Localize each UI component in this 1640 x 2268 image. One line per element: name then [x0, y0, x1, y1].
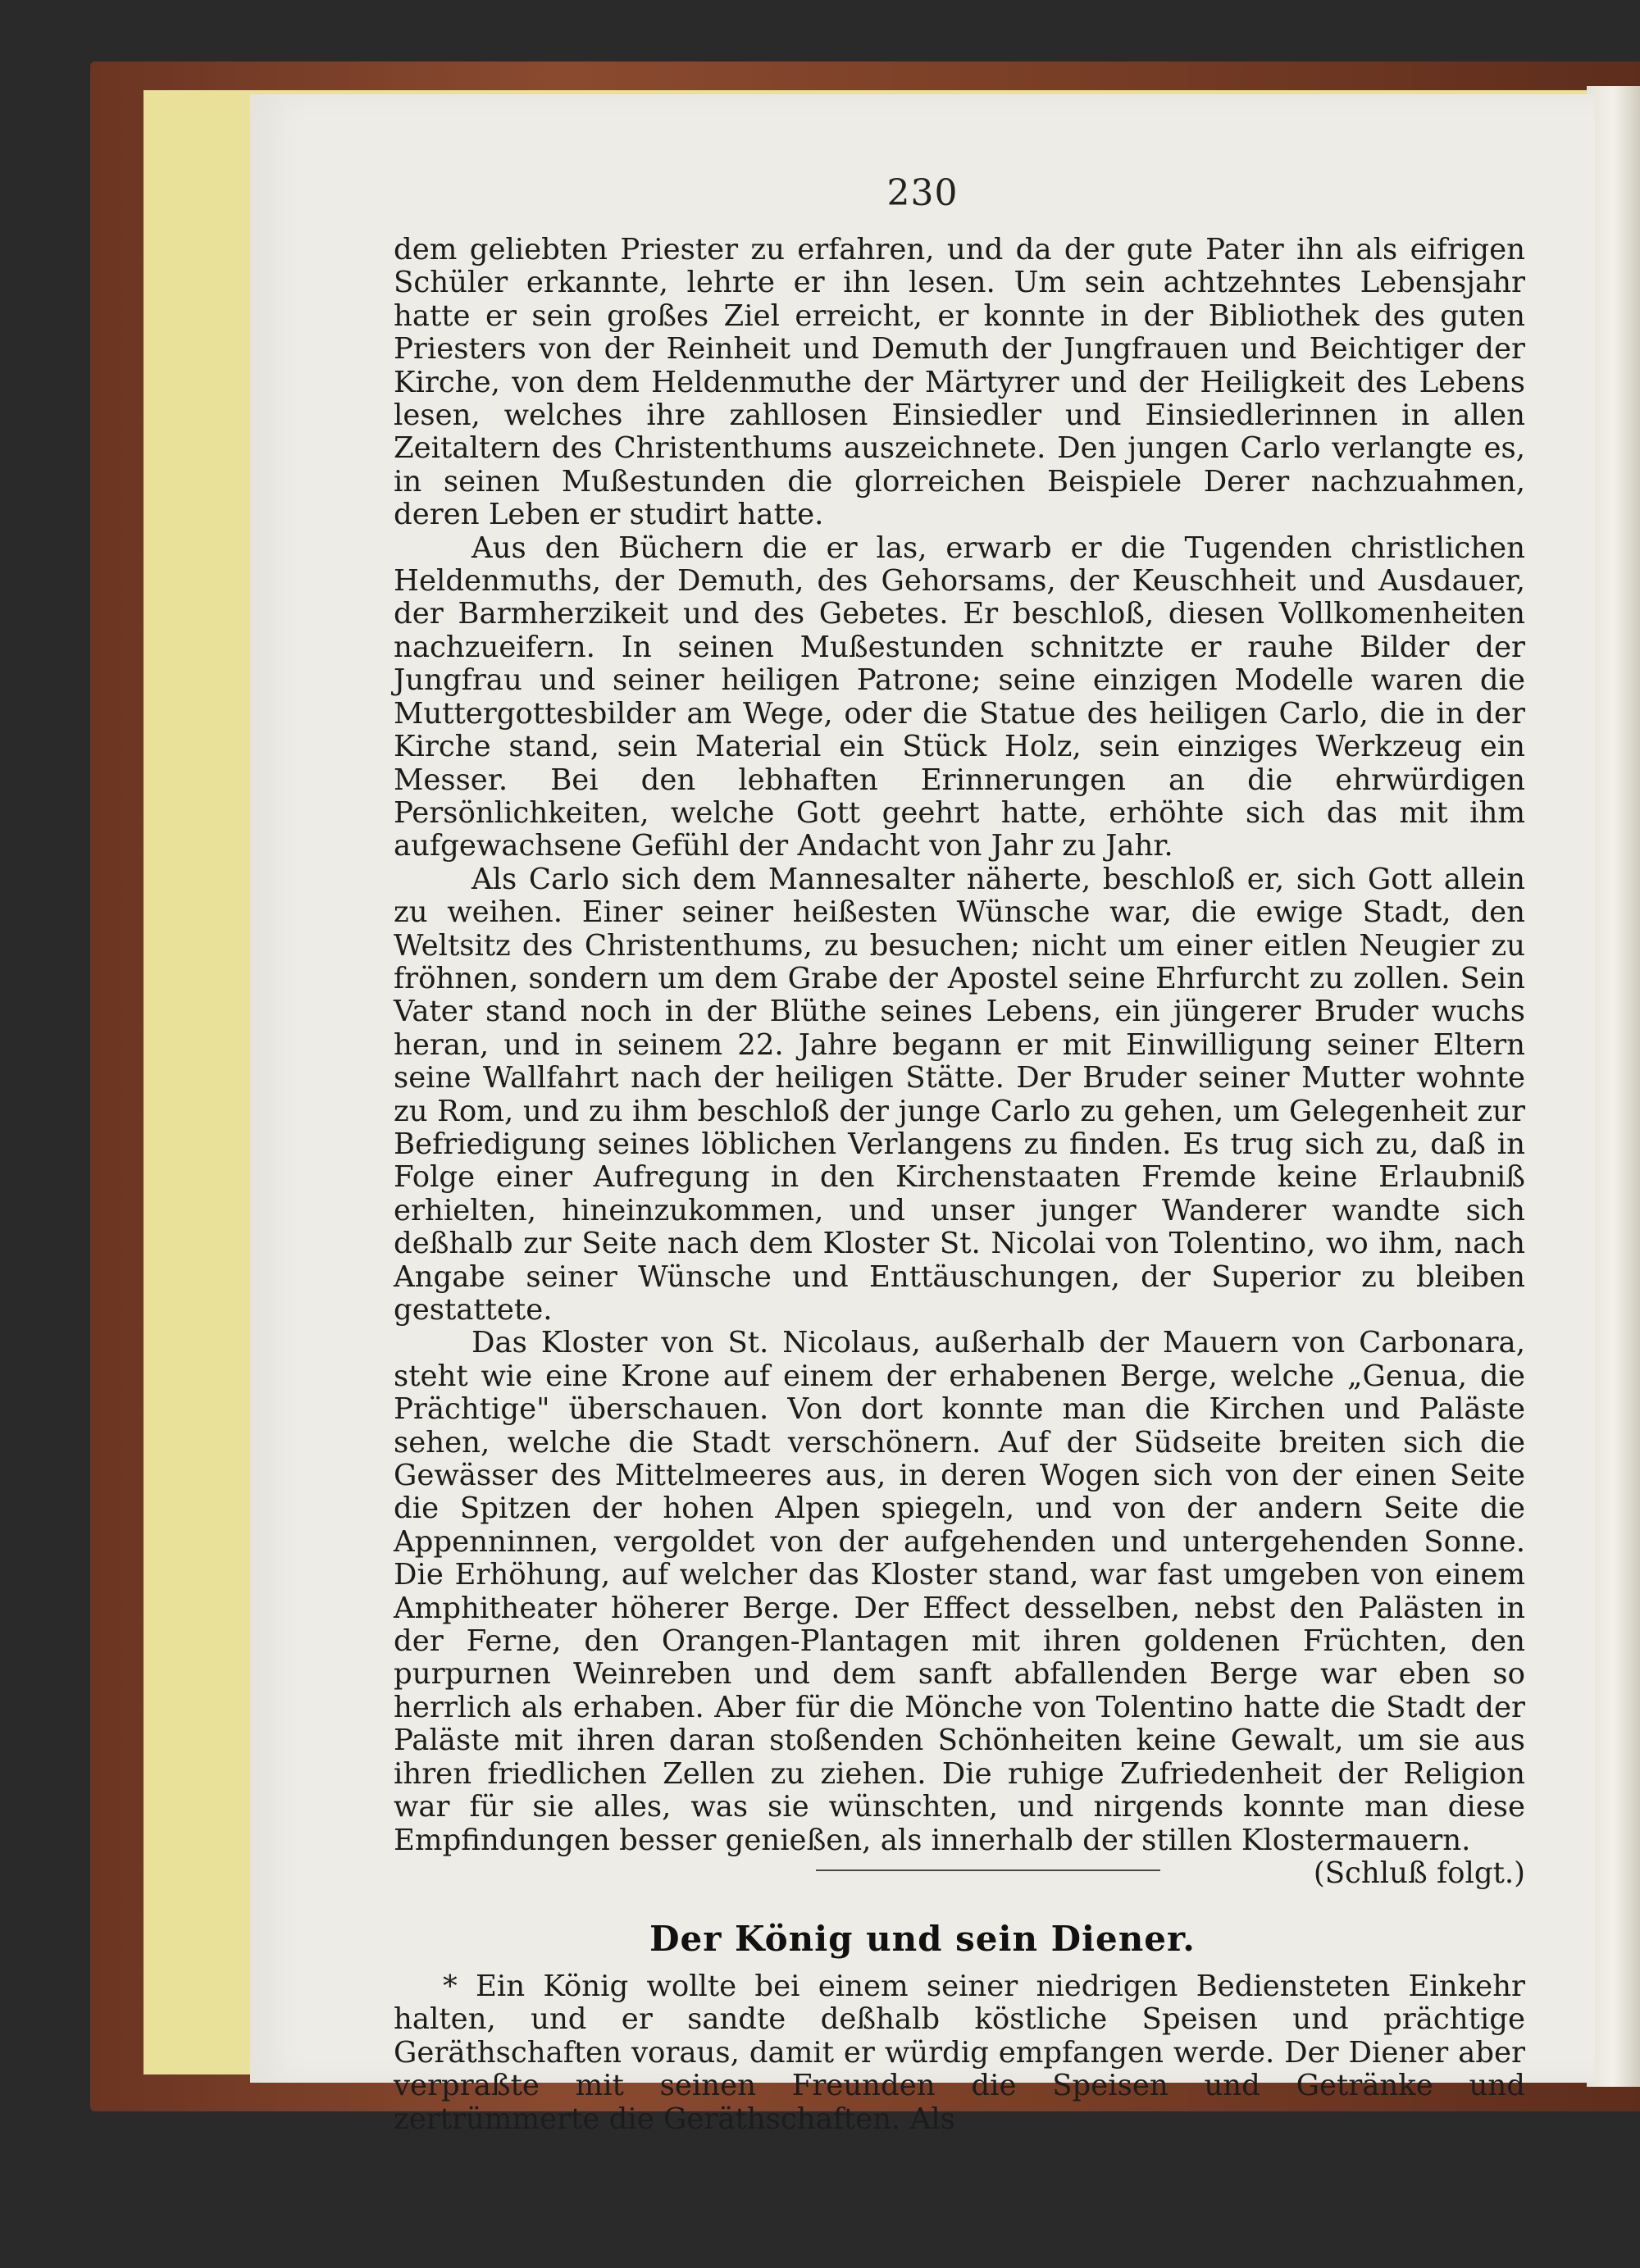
continued-note: (Schluß folgt.)	[1313, 1856, 1525, 1890]
section-paragraph: * Ein König wollte bei einem seiner niedrigen Bediensteten Einkehr halten, und er sandte deßhalb köstliche Speisen und prächtige Geräthschaften voraus, damit er würdig empfangen werde. Der Diener aber verpraßte mit seinen Freunden die Speisen und Getränke und zertrümmerte die Geräthschaften. Als	[394, 1970, 1525, 2136]
paragraph-3: Als Carlo sich dem Mannesalter näherte, beschloß er, sich Gott allein zu weihen. Einer seiner heißesten Wünsche war, die ewige Stadt, den Weltsitz des Christenthums, zu besuchen; nicht um einer eitlen Neugier zu fröhnen, sondern um dem Grabe der Apostel seine Ehrfurcht zu zollen. Sein Vater stand noch in der Blüthe seines Lebens, ein jüngerer Bruder wuchs heran, und in seinem 22. Jahre begann er mit Einwilligung seiner Eltern seine Wallfahrt nach der heiligen Stätte. Der Bruder seiner Mutter wohnte zu Rom, und zu ihm beschloß der junge Carlo zu gehen, um Gelegenheit zur Befriedigung seines löblichen Verlangens zu finden. Es trug sich zu, daß in Folge einer Aufregung in den Kirchenstaaten Fremde keine Erlaubniß erhielten, hineinzukommen, und unser junger Wanderer wandte sich deßhalb zur Seite nach dem Kloster St. Nicolai von Tolentino, wo ihm, nach Angabe seiner Wünsche und Enttäuschungen, der Superior zu bleiben gestattete.	[394, 862, 1525, 1327]
paragraph-4-text: Das Kloster von St. Nicolaus, außerhalb der Mauern von Carbonara, steht wie eine Krone auf einem der erhabenen Berge, welche „Genua, die Prächtige" überschauen. Von dort konnte man die Kirchen und Paläste sehen, welche die Stadt verschönern. Auf der Südseite breiten sich die Gewässer des Mittelmeeres aus, in deren Wogen sich von der einen Seite die Spitzen der hohen Alpen spiegeln, und von der andern Seite die Appenninnen, vergoldet von der aufgehenden und untergehenden Sonne. Die Erhöhung, auf welcher das Kloster stand, war fast umgeben von einem Amphitheater höherer Berge. Der Effect desselben, nebst den Palästen in der Ferne, den Orangen-Plantagen mit ihren goldenen Früchten, den purpurnen Weinreben und dem sanft abfallenden Berge war eben so herrlich als erhaben. Aber für die Mönche von Tolentino hatte die Stadt der Paläste mit ihren daran stoßenden Schönheiten keine Gewalt, um sie aus ihren friedlichen Zellen zu ziehen. Die ruhige Zufriedenheit der Religion war für sie alles, was sie wünschten, und nirgends konnte man diese Empfindungen besser genießen, als innerhalb der stillen Klostermauern.	[394, 1326, 1525, 1857]
main-text	[394, 234, 1525, 1890]
section-heading: Der König und sein Diener.	[649, 1919, 1196, 1959]
paragraph-1: dem geliebten Priester zu erfahren, und da der gute Pater ihn als eifrigen Schüler erkannte, lehrte er ihn lesen. Um sein achtzehntes Lebensjahr hatte er sein großes Ziel erreicht, er konnte in der Bibliothek des guten Priesters von der Reinheit und Demuth der Jungfrauen und Beichtiger der Kirche, von dem Heldenmuthe der Märtyrer und der Heiligkeit des Lebens lesen, welches ihre zahllosen Einsiedler und Einsiedlerinnen in allen Zeitaltern des Christenthums auszeichnete. Den jungen Carlo verlangte es, in seinen Mußestunden die glorreichen Beispiele Derer nachzuahmen, deren Leben er studirt hatte.	[394, 233, 1525, 532]
section-divider	[816, 1870, 1160, 1871]
book-page	[250, 94, 1595, 2136]
paragraph-2: Aus den Büchern die er las, erwarb er die Tugenden christlichen Heldenmuths, der Demuth, des Gehorsams, der Keuschheit und Ausdauer, der Barmherzikeit und des Gebetes. Er beschloß, diesen Vollkomenheiten nachzueifern. In seinen Mußestunden schnitzte er rauhe Bilder der Jungfrau und seiner heiligen Patrone; seine einzigen Modelle waren die Muttergottesbilder am Wege, oder die Statue des heiligen Carlo, die in der Kirche stand, sein Material ein Stück Holz, sein einziges Werkzeug ein Messer. Bei den lebhaften Erinnerungen an die ehrwürdigen Persönlichkeiten, welche Gott geehrt hatte, erhöhte sich das mit ihm aufgewachsene Gefühl der Andacht von Jahr zu Jahr.	[394, 531, 1525, 863]
page-number: 230	[886, 172, 959, 214]
section-text	[394, 1970, 1525, 2136]
paragraph-4	[394, 1326, 1525, 1890]
